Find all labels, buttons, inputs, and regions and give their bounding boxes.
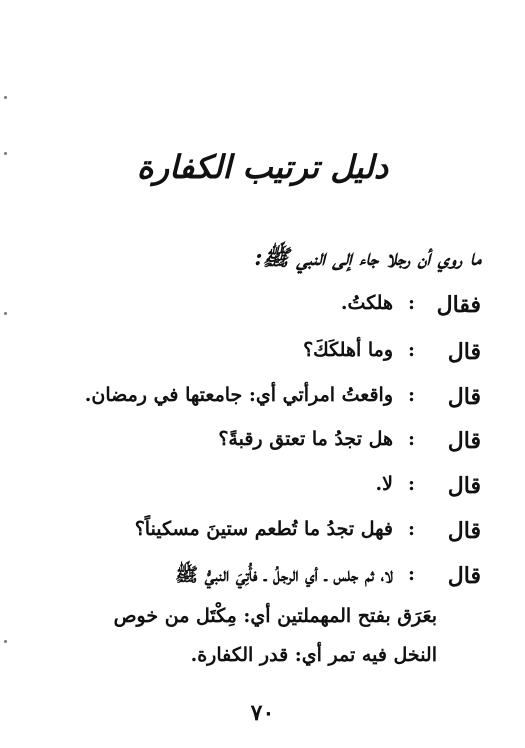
speaker-label: قال bbox=[447, 473, 481, 499]
colon: : bbox=[407, 428, 415, 450]
speaker-label: قال bbox=[447, 384, 481, 410]
dialogue-line bbox=[41, 339, 481, 371]
chapter-title: دليل ترتيب الكفارة bbox=[136, 148, 389, 186]
page-number: ٧٠ bbox=[250, 700, 275, 726]
dialogue-text: هل تجدُ ما تعتق رقبةً؟ bbox=[218, 428, 393, 450]
margin-mark bbox=[4, 640, 7, 643]
dialogue-line bbox=[41, 473, 481, 505]
speaker-label: قال bbox=[447, 563, 481, 589]
dialogue-text: وما أهلكَكَ؟ bbox=[303, 339, 393, 361]
dialogue-text: واقعتُ امرأتي أي: جامعتها في رمضان. bbox=[84, 384, 393, 406]
speaker-label: فقال bbox=[436, 292, 481, 318]
colon: : bbox=[407, 563, 415, 585]
dialogue-line bbox=[41, 428, 481, 460]
continuation-line: النخل فيه تمر أي: قدر الكفارة. bbox=[190, 644, 437, 666]
speaker-label: قال bbox=[447, 428, 481, 454]
dialogue-text: هلكتُ. bbox=[340, 292, 393, 314]
dialogue-line bbox=[41, 518, 481, 550]
dialogue-text: لا. bbox=[375, 473, 393, 495]
dialogue-line bbox=[41, 292, 481, 324]
colon: : bbox=[407, 339, 415, 361]
colon: : bbox=[407, 473, 415, 495]
colon: : bbox=[407, 292, 415, 314]
dialogue-text: لا، ثم جلس ـ أي الرجلُ ـ فأُتِيَ النبيُّ ﷺ bbox=[175, 564, 393, 586]
continuation-line: بعَرَق بفتح المهملتين أي: مِكْتَل من خوص bbox=[113, 605, 437, 627]
margin-mark bbox=[4, 312, 7, 315]
speaker-label: قال bbox=[447, 518, 481, 544]
dialogue-text: فهل تجدُ ما تُطعم ستينَ مسكيناً؟ bbox=[134, 518, 393, 540]
intro-line: ما روي أن رجلا جاء إلى النبي ﷺ: bbox=[254, 245, 481, 271]
dialogue-line bbox=[41, 384, 481, 416]
speaker-label: قال bbox=[447, 339, 481, 365]
dialogue-line bbox=[41, 563, 481, 595]
margin-mark bbox=[4, 96, 7, 99]
colon: : bbox=[407, 384, 415, 406]
colon: : bbox=[407, 518, 415, 540]
